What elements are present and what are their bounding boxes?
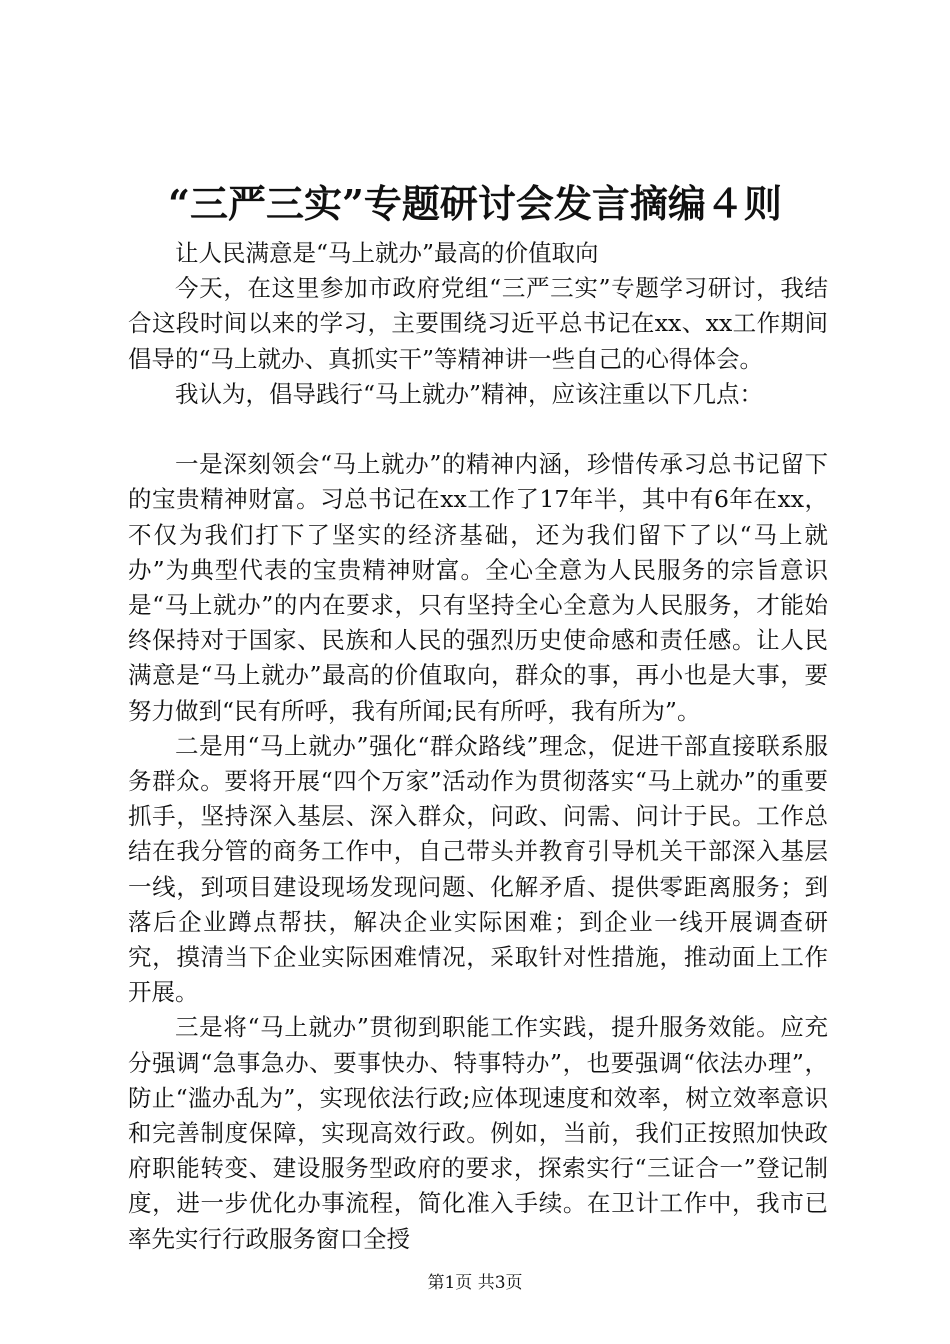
document-body [128,236,828,1257]
page-number-footer: 第1页 共3页 [427,1273,523,1293]
subheading-paragraph: 让人民满意是“马上就办”最高的价值取向 [175,239,599,267]
body-paragraph: 今天，在这里参加市政府党组“三严三实”专题学习研讨，我结合这段时间以来的学习，主要围绕习近平总书记在xx、xx工作期间倡导的“马上就办、真抓实干”等精神讲一些自己的心得体会。 [128,274,828,373]
body-paragraph: 三是将“马上就办”贯彻到职能工作实践，提升服务效能。应充分强调“急事急办、要事快办、特事特办”，也要强调“依法办理”，防止“滥办乱为”，实现依法行政;应体现速度和效率，树立效率意识和完善制度保障，实现高效行政。例如，当前，我们正按照加快政府职能转变、建设服务型政府的要求，探索实行“三证合一”登记制度，进一步优化办事流程，简化准入手续。在卫计工作中，我市已率先实行行政服务窗口全授 [128,1013,828,1253]
document-title: “三严三实”专题研讨会发言摘编４则 [168,181,782,226]
body-paragraph: 二是用“马上就办”强化“群众路线”理念，促进干部直接联系服务群众。要将开展“四个万家”活动作为贯彻落实“马上就办”的重要抓手，坚持深入基层、深入群众，问政、问需、问计于民。工作总结在我分管的商务工作中，自己带头并教育引导机关干部深入基层一线，到项目建设现场发现问题、化解矛盾、提供零距离服务；到落后企业蹲点帮扶，解决企业实际困难；到企业一线开展调查研究，摸清当下企业实际困难情况，采取针对性措施，推动面上工作开展。 [128,731,828,1007]
body-paragraph: 我认为，倡导践行“马上就办”精神，应该注重以下几点： [175,379,764,408]
body-paragraph: 一是深刻领会“马上就办”的精神内涵，珍惜传承习总书记留下的宝贵精神财富。习总书记在xx工作了17年半，其中有6年在xx，不仅为我们打下了坚实的经济基础，还为我们留下了以“马上就办”为典型代表的宝贵精神财富。全心全意为人民服务的宗旨意识是“马上就办”的内在要求，只有坚持全心全意为人民服务，才能始终保持对于国家、民族和人民的强烈历史使命感和责任感。让人民满意是“马上就办”最高的价值取向，群众的事，再小也是大事，要努力做到“民有所呼，我有所闻;民有所呼，我有所为”。 [128,450,828,725]
